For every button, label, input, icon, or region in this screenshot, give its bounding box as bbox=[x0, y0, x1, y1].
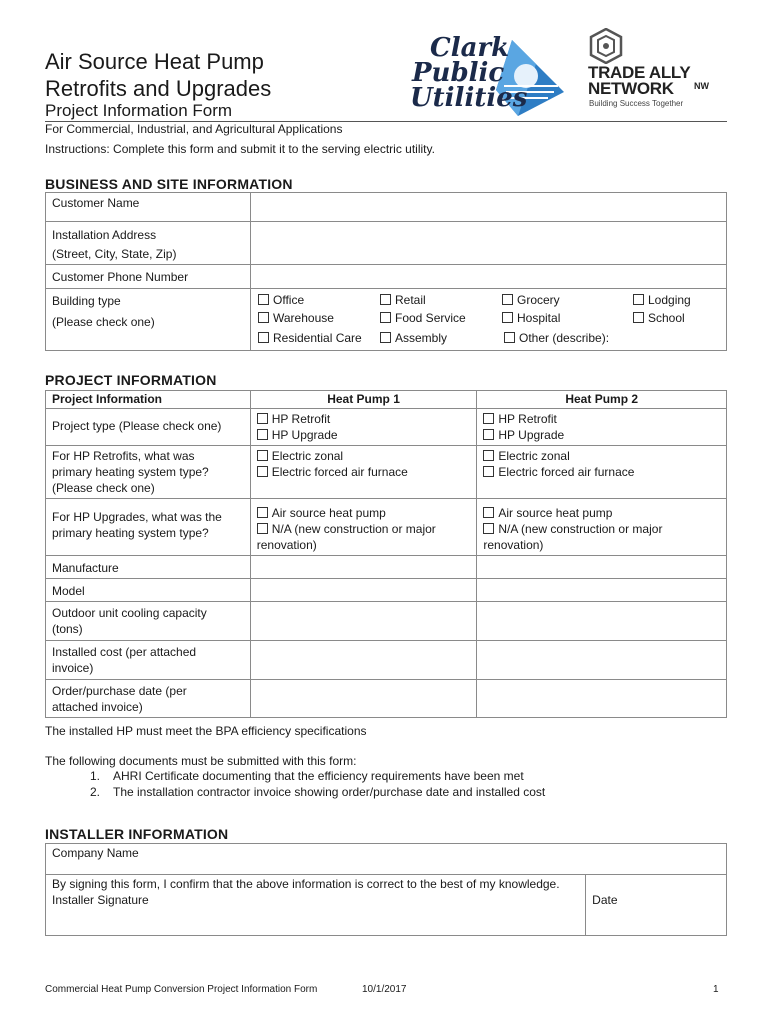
capacity-label bbox=[46, 602, 251, 641]
hp2-project-type bbox=[477, 409, 727, 446]
checkbox-icon[interactable] bbox=[483, 413, 494, 424]
applications-note: For Commercial, Industrial, and Agricultural Applications bbox=[45, 122, 343, 136]
hp2-capacity-field[interactable] bbox=[477, 602, 727, 641]
docs-intro: The following documents must be submitted with this form: bbox=[45, 754, 357, 768]
date-line2: attached invoice) bbox=[52, 700, 143, 714]
checkbox-icon[interactable] bbox=[504, 332, 515, 343]
clark-logo-line1: Clark bbox=[430, 33, 510, 63]
hp2-date-field[interactable] bbox=[477, 680, 727, 718]
customer-name-label: Customer Name bbox=[46, 193, 251, 222]
date-line1: Order/purchase date (per bbox=[52, 684, 187, 698]
checkbox-icon[interactable] bbox=[483, 450, 494, 461]
checkbox-icon[interactable] bbox=[257, 450, 268, 461]
bt-option-retail[interactable]: Retail bbox=[380, 293, 426, 307]
footer-page-number: 1 bbox=[713, 984, 719, 995]
bt-option-warehouse[interactable]: Warehouse bbox=[258, 311, 334, 325]
footer-doc-date: 10/1/2017 bbox=[362, 984, 407, 995]
bt-option-residential-care[interactable]: Residential Care bbox=[258, 331, 362, 345]
checkbox-icon[interactable] bbox=[483, 507, 494, 518]
checkbox-icon[interactable] bbox=[258, 312, 269, 323]
cost-line2: invoice) bbox=[52, 661, 94, 675]
bt-option-other[interactable]: Other (describe): bbox=[504, 331, 609, 345]
hp2-opt-air-source[interactable]: Air source heat pump bbox=[483, 505, 720, 521]
please-check-text: (Please check one) bbox=[52, 315, 155, 329]
doc1-text: AHRI Certificate documenting that the efficiency requirements have been met bbox=[113, 769, 524, 783]
instructions: Instructions: Complete this form and submit it to the serving electric utility. bbox=[45, 142, 435, 156]
hp1-model-field[interactable] bbox=[250, 579, 477, 602]
hp1-project-type bbox=[250, 409, 477, 446]
project-table bbox=[45, 390, 727, 718]
upgrade-q-line1: For HP Upgrades, what was the bbox=[52, 510, 222, 524]
install-address-line1: Installation Address bbox=[52, 228, 157, 242]
phone-field[interactable] bbox=[250, 265, 726, 289]
bt-option-lodging[interactable]: Lodging bbox=[633, 293, 691, 307]
hp1-opt-furnace[interactable]: Electric forced air furnace bbox=[257, 464, 471, 480]
install-address-label bbox=[46, 222, 251, 265]
hp1-opt-zonal[interactable]: Electric zonal bbox=[257, 448, 471, 464]
customer-name-field[interactable] bbox=[250, 193, 726, 222]
building-type-text: Building type bbox=[52, 294, 121, 308]
hp1-opt-air-source[interactable]: Air source heat pump bbox=[257, 505, 471, 521]
business-section-heading: BUSINESS AND SITE INFORMATION bbox=[45, 176, 293, 192]
bt-option-school[interactable]: School bbox=[633, 311, 685, 325]
doc2-number: 2. bbox=[90, 785, 101, 799]
checkbox-icon[interactable] bbox=[502, 294, 513, 305]
checkbox-icon[interactable] bbox=[257, 429, 268, 440]
upgrade-q-line2: primary heating system type? bbox=[52, 526, 209, 540]
footer-doc-name: Commercial Heat Pump Conversion Project Information Form bbox=[45, 984, 318, 995]
form-subtitle: Project Information Form bbox=[45, 101, 233, 120]
cost-label bbox=[46, 641, 251, 680]
trade-ally-hex-icon bbox=[586, 28, 626, 64]
trade-ally-line2: NETWORK bbox=[588, 79, 674, 98]
installer-section-heading: INSTALLER INFORMATION bbox=[45, 826, 229, 842]
installer-table bbox=[45, 843, 727, 936]
hp2-model-field[interactable] bbox=[477, 579, 727, 602]
purchase-date-label bbox=[46, 680, 251, 718]
hp1-upgrade-type bbox=[250, 499, 477, 556]
upgrade-question bbox=[46, 499, 251, 556]
checkbox-icon[interactable] bbox=[633, 294, 644, 305]
hp2-manufacture-field[interactable] bbox=[477, 556, 727, 579]
retrofit-question bbox=[46, 446, 251, 499]
bpa-note: The installed HP must meet the BPA efficiency specifications bbox=[45, 724, 367, 738]
trade-ally-nw: NW bbox=[694, 81, 709, 91]
signature-label: Installer Signature bbox=[52, 893, 149, 907]
checkbox-icon[interactable] bbox=[380, 294, 391, 305]
bt-option-grocery[interactable]: Grocery bbox=[502, 293, 560, 307]
trade-ally-network-logo bbox=[586, 28, 726, 114]
checkbox-icon[interactable] bbox=[258, 294, 269, 305]
col-project-info: Project Information bbox=[46, 391, 251, 409]
building-type-label bbox=[46, 289, 251, 351]
form-title-line1: Air Source Heat Pump bbox=[45, 49, 264, 74]
hp1-date-field[interactable] bbox=[250, 680, 477, 718]
company-name-label: Company Name bbox=[52, 846, 139, 860]
hp1-retrofit-type bbox=[250, 446, 477, 499]
hp2-upgrade-type bbox=[477, 499, 727, 556]
hp2-opt-retrofit[interactable]: HP Retrofit bbox=[483, 411, 720, 427]
hp2-na-line2: renovation) bbox=[483, 538, 544, 552]
signature-date-field[interactable] bbox=[586, 875, 727, 936]
bt-option-food-service[interactable]: Food Service bbox=[380, 311, 466, 325]
checkbox-icon[interactable] bbox=[483, 466, 494, 477]
hp1-capacity-field[interactable] bbox=[250, 602, 477, 641]
checkbox-icon[interactable] bbox=[483, 429, 494, 440]
hp1-na-line2: renovation) bbox=[256, 538, 317, 552]
capacity-line1: Outdoor unit cooling capacity bbox=[52, 606, 207, 620]
project-section-heading: PROJECT INFORMATION bbox=[45, 372, 217, 388]
hp1-opt-na[interactable]: N/A (new construction or major bbox=[257, 521, 471, 537]
doc1-number: 1. bbox=[90, 769, 101, 783]
bt-option-hospital[interactable]: Hospital bbox=[502, 311, 560, 325]
clark-public-utilities-logo bbox=[408, 33, 568, 120]
business-table bbox=[45, 192, 727, 351]
cost-line1: Installed cost (per attached bbox=[52, 645, 197, 659]
checkbox-icon[interactable] bbox=[502, 312, 513, 323]
clark-logo-line2: Public bbox=[412, 58, 505, 88]
hp2-opt-furnace[interactable]: Electric forced air furnace bbox=[483, 464, 720, 480]
col-heat-pump-1: Heat Pump 1 bbox=[250, 391, 477, 409]
hp2-cost-field[interactable] bbox=[477, 641, 727, 680]
retrofit-q-line3: (Please check one) bbox=[52, 481, 155, 495]
manufacture-label: Manufacture bbox=[46, 556, 251, 579]
company-name-field[interactable] bbox=[46, 844, 727, 875]
install-address-line2: (Street, City, State, Zip) bbox=[52, 247, 177, 261]
install-address-field[interactable] bbox=[250, 222, 726, 265]
date-label: Date bbox=[592, 893, 618, 907]
checkbox-icon[interactable] bbox=[257, 413, 268, 424]
checkbox-icon[interactable] bbox=[257, 507, 268, 518]
checkbox-icon[interactable] bbox=[257, 523, 268, 534]
trade-ally-tagline: Building Success Together bbox=[589, 99, 684, 108]
doc2-text: The installation contractor invoice showing order/purchase date and installed cost bbox=[113, 785, 546, 799]
signature-field[interactable] bbox=[46, 875, 586, 936]
checkbox-icon[interactable] bbox=[633, 312, 644, 323]
checkbox-icon[interactable] bbox=[483, 523, 494, 534]
hp1-cost-field[interactable] bbox=[250, 641, 477, 680]
hp1-opt-upgrade[interactable]: HP Upgrade bbox=[257, 427, 471, 443]
retrofit-q-line1: For HP Retrofits, what was bbox=[52, 449, 195, 463]
hp1-opt-retrofit[interactable]: HP Retrofit bbox=[257, 411, 471, 427]
capacity-line2: (tons) bbox=[52, 622, 83, 636]
hp2-retrofit-type bbox=[477, 446, 727, 499]
form-title-line2: Retrofits and Upgrades bbox=[45, 76, 272, 101]
checkbox-icon[interactable] bbox=[380, 312, 391, 323]
retrofit-q-line2: primary heating system type? bbox=[52, 465, 209, 479]
project-type-label: Project type (Please check one) bbox=[46, 409, 251, 446]
certify-statement: By signing this form, I confirm that the above information is correct to the best of my knowledge. bbox=[52, 877, 560, 891]
col-heat-pump-2: Heat Pump 2 bbox=[477, 391, 727, 409]
checkbox-icon[interactable] bbox=[258, 332, 269, 343]
hp2-opt-zonal[interactable]: Electric zonal bbox=[483, 448, 720, 464]
hp2-opt-upgrade[interactable]: HP Upgrade bbox=[483, 427, 720, 443]
hp1-manufacture-field[interactable] bbox=[250, 556, 477, 579]
clark-logo-line3: Utilities bbox=[410, 83, 528, 113]
bt-option-assembly[interactable]: Assembly bbox=[380, 331, 447, 345]
checkbox-icon[interactable] bbox=[257, 466, 268, 477]
trade-ally-line1: TRADE ALLY bbox=[588, 63, 691, 82]
phone-label: Customer Phone Number bbox=[46, 265, 251, 289]
model-label: Model bbox=[46, 579, 251, 602]
hp2-opt-na[interactable]: N/A (new construction or major bbox=[483, 521, 720, 537]
checkbox-icon[interactable] bbox=[380, 332, 391, 343]
bt-option-office[interactable]: Office bbox=[258, 293, 304, 307]
